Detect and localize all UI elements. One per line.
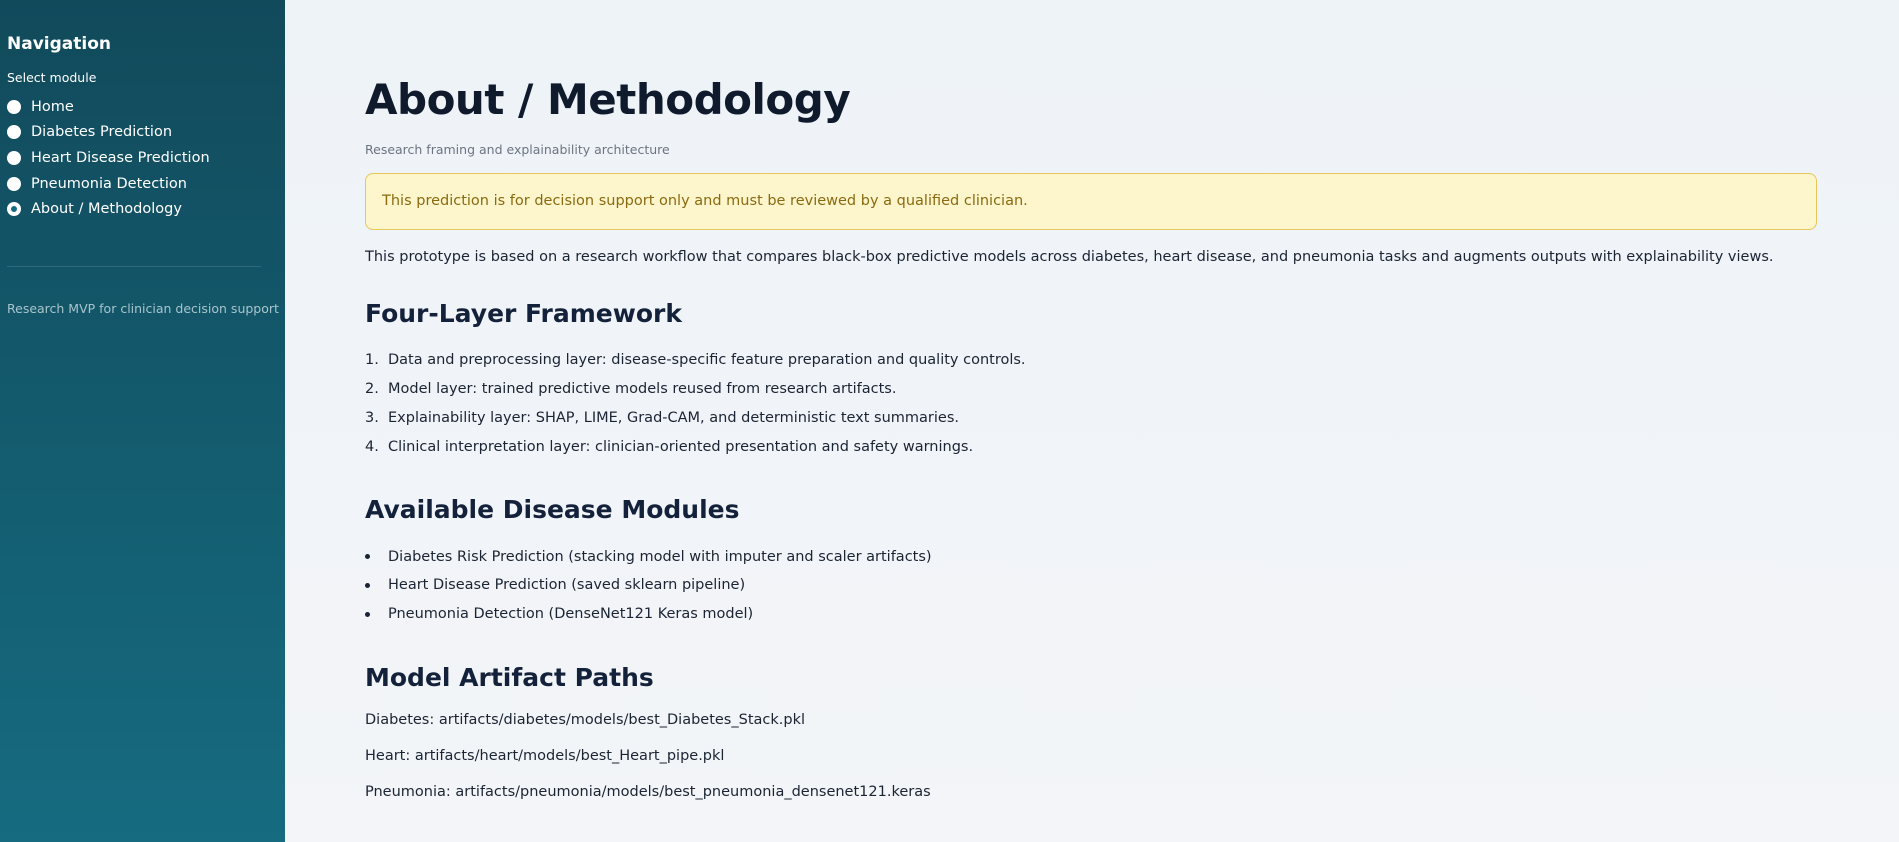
module-radio-group: [7, 94, 285, 222]
list-item-text: Diabetes Risk Prediction (stacking model with imputer and scaler artifacts): [388, 548, 932, 565]
radio-item-diabetes-prediction[interactable]: [7, 120, 285, 146]
radio-button-icon: [7, 177, 21, 191]
page-title: About / Methodology: [365, 75, 851, 124]
list-item: [365, 542, 1899, 571]
artifact-path-diabetes: Diabetes: artifacts/diabetes/models/best_Diabetes_Stack.pkl: [365, 711, 805, 728]
list-item-text: Pneumonia Detection (DenseNet121 Keras model): [388, 606, 754, 623]
list-number: 2.: [365, 381, 379, 398]
radio-label: About / Methodology: [31, 201, 182, 218]
sidebar-footer: Research MVP for clinician decision support: [7, 300, 279, 316]
radio-item-pneumonia-detection[interactable]: [7, 171, 285, 197]
list-item: [365, 375, 1899, 404]
list-item-text: Model layer: trained predictive models reused from research artifacts.: [388, 381, 897, 398]
section-title-modules: Available Disease Modules: [365, 495, 740, 525]
section-title-artifacts: Model Artifact Paths: [365, 662, 654, 692]
list-number: 1.: [365, 352, 379, 369]
radio-label: Heart Disease Prediction: [31, 149, 210, 166]
list-item: [365, 346, 1899, 375]
radio-button-icon: [7, 151, 21, 165]
radio-label: Pneumonia Detection: [31, 175, 187, 192]
list-item: [365, 571, 1899, 600]
list-item-text: Explainability layer: SHAP, LIME, Grad-CAM, and deterministic text summaries.: [388, 409, 960, 426]
list-item: [365, 432, 1899, 461]
sidebar: [0, 0, 285, 842]
radio-item-heart-disease-prediction[interactable]: [7, 145, 285, 171]
bullet-icon: [365, 554, 370, 559]
warning-alert: This prediction is for decision support only and must be reviewed by a qualified clinician.: [365, 173, 1817, 230]
modules-list: [365, 542, 1899, 628]
list-item-text: Data and preprocessing layer: disease-specific feature preparation and quality controls.: [388, 352, 1026, 369]
list-item: [365, 404, 1899, 433]
radio-button-icon: [7, 125, 21, 139]
radio-label: Diabetes Prediction: [31, 124, 173, 141]
list-number: 4.: [365, 438, 379, 455]
framework-list: [365, 346, 1899, 461]
sidebar-title: Navigation: [7, 34, 111, 54]
radio-item-about-methodology[interactable]: [7, 196, 285, 222]
intro-paragraph: This prototype is based on a research workflow that compares black-box predictive models across diabetes, heart disease, and pneumonia tasks and augments outputs with explainability views.: [365, 249, 1774, 265]
radio-button-selected-icon: [7, 202, 21, 216]
list-number: 3.: [365, 409, 379, 426]
page-subtitle: Research framing and explainability architecture: [365, 142, 670, 157]
artifact-path-pneumonia: Pneumonia: artifacts/pneumonia/models/best_pneumonia_densenet121.keras: [365, 783, 931, 800]
radio-item-home[interactable]: [7, 94, 285, 120]
radio-button-icon: [7, 100, 21, 114]
artifact-path-heart: Heart: artifacts/heart/models/best_Heart_pipe.pkl: [365, 747, 725, 764]
radio-label: Home: [31, 98, 74, 115]
bullet-icon: [365, 612, 370, 617]
list-item-text: Clinical interpretation layer: clinician-oriented presentation and safety warnings.: [388, 438, 974, 455]
list-item-text: Heart Disease Prediction (saved sklearn pipeline): [388, 577, 746, 594]
section-title-framework: Four-Layer Framework: [365, 299, 682, 328]
select-module-label: Select module: [7, 70, 97, 85]
bullet-icon: [365, 583, 370, 588]
sidebar-divider: [7, 266, 261, 267]
main-content: [285, 0, 1899, 842]
list-item: [365, 600, 1899, 629]
